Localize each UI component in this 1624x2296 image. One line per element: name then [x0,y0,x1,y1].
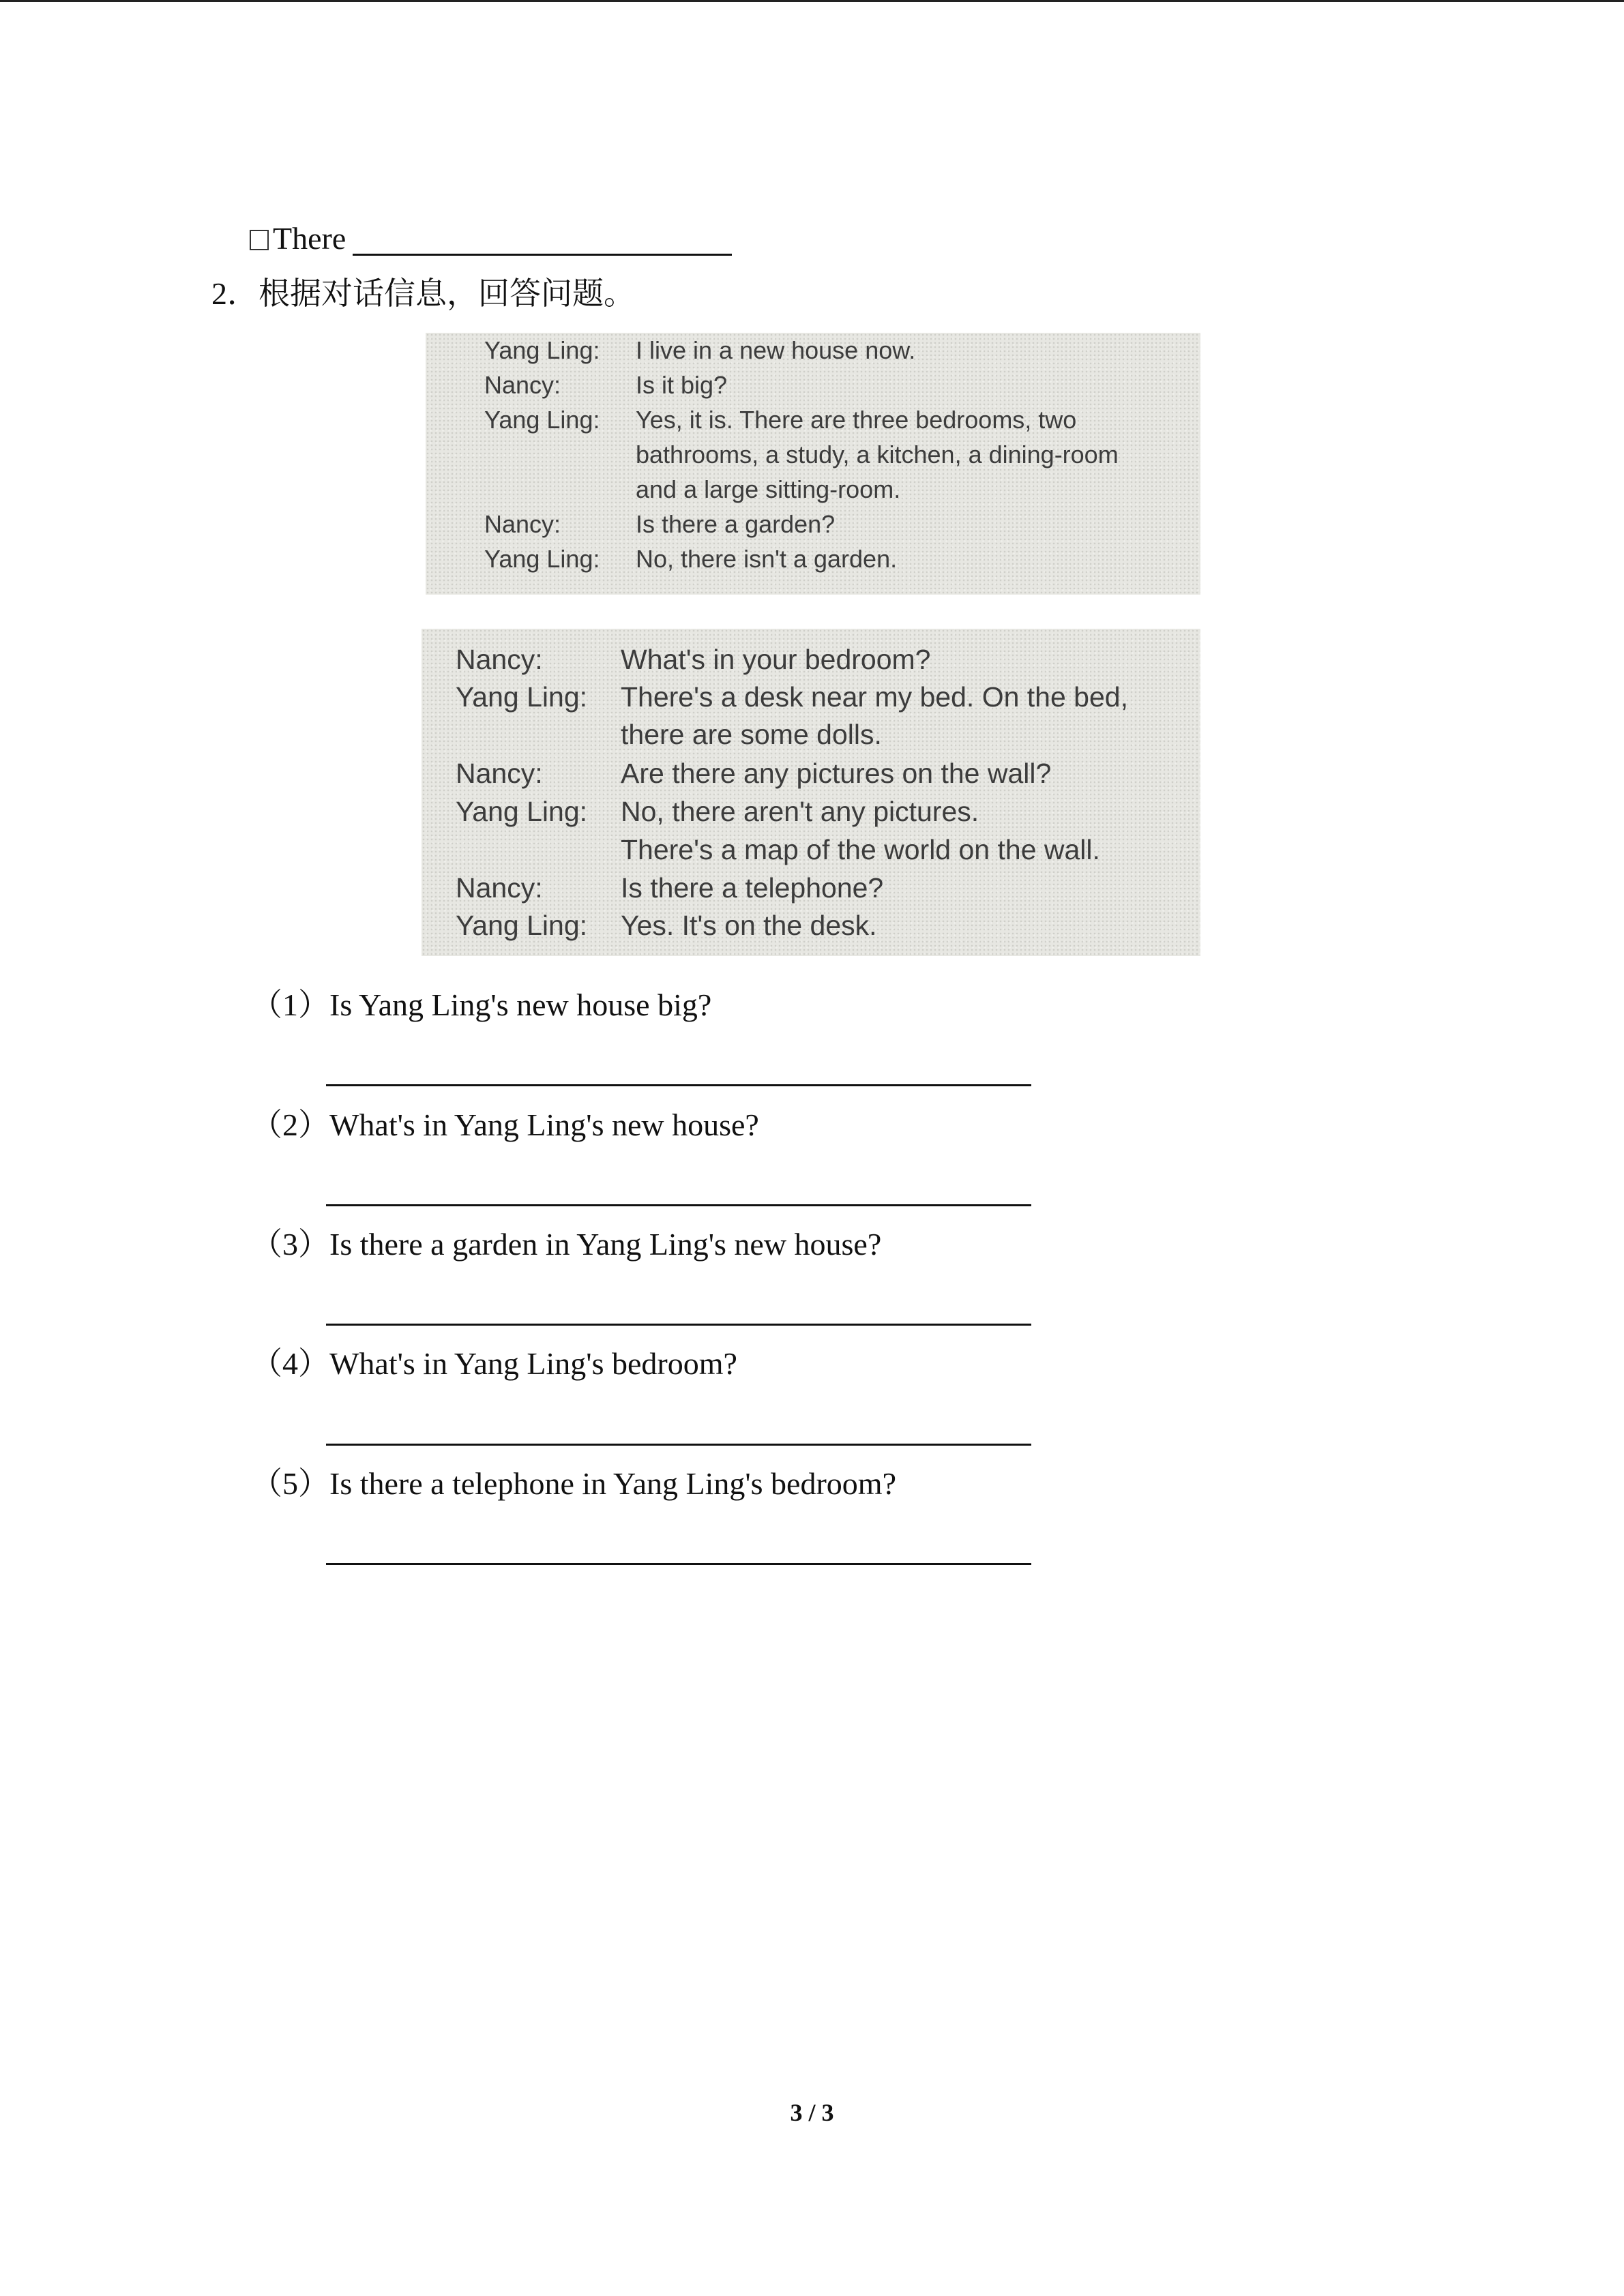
utterance: Are there any pictures on the wall? [621,758,1052,789]
question-text: What's in Yang Ling's bedroom? [329,1346,737,1381]
speaker-label: Nancy: [484,371,561,399]
dialogue-image-house [426,333,1200,595]
utterance: There's a map of the world on the wall. [621,834,1100,865]
answer-line-4[interactable] [326,1444,1031,1446]
question-1 [251,986,711,1024]
utterance: there are some dolls. [621,719,882,750]
question-text: Is Yang Ling's new house big? [329,987,712,1022]
fragment-text: There [273,221,346,256]
speaker-label: Yang Ling: [484,336,600,364]
top-border-rule [0,0,1624,2]
utterance: What's in your bedroom? [621,644,931,675]
utterance: I live in a new house now. [636,336,916,364]
question-number: （3） [251,1227,329,1262]
utterance: Is there a telephone? [621,872,884,904]
answer-line-2[interactable] [326,1204,1031,1206]
speaker-label: Yang Ling: [484,406,600,434]
page-number: 3 / 3 [790,2099,834,2126]
utterance: No, there aren't any pictures. [621,796,979,827]
speaker-label: Yang Ling: [484,545,600,573]
question-number: （4） [251,1346,329,1381]
speaker-label: Nancy: [456,758,543,789]
utterance: Yes. It's on the desk. [621,910,877,941]
answer-line-1[interactable] [326,1084,1031,1086]
fill-in-blank[interactable] [353,222,732,256]
speaker-label: Nancy: [456,872,543,904]
question-4 [251,1345,737,1383]
utterance: Is there a garden? [636,510,836,538]
speaker-label: Nancy: [484,510,561,538]
speaker-label: Yang Ling: [456,796,588,827]
answer-line-3[interactable] [326,1324,1031,1326]
question-2 [251,1106,759,1144]
utterance: There's a desk near my bed. On the bed, [621,681,1128,713]
section-heading: 2．根据对话信息，回答问题。 [211,276,635,311]
checkbox[interactable] [250,230,269,250]
question-3 [251,1225,881,1264]
speaker-label: Nancy: [456,644,543,675]
question-text: Is there a telephone in Yang Ling's bedroom? [329,1466,896,1501]
question-number: （1） [251,987,329,1022]
speaker-label: Yang Ling: [456,681,588,713]
fragment-line [250,220,732,258]
utterance: Is it big? [636,371,728,399]
dialogue-image-bedroom [422,629,1200,956]
utterance: and a large sitting-room. [636,475,901,503]
utterance: Yes, it is. There are three bedrooms, two [636,406,1077,434]
speaker-label: Yang Ling: [456,910,588,941]
question-number: （5） [251,1466,329,1501]
utterance: bathrooms, a study, a kitchen, a dining-room [636,441,1119,468]
question-5 [251,1465,896,1503]
question-text: Is there a garden in Yang Ling's new house? [329,1227,882,1262]
question-text: What's in Yang Ling's new house? [329,1107,759,1142]
question-number: （2） [251,1107,329,1142]
utterance: No, there isn't a garden. [636,545,898,573]
answer-line-5[interactable] [326,1563,1031,1565]
